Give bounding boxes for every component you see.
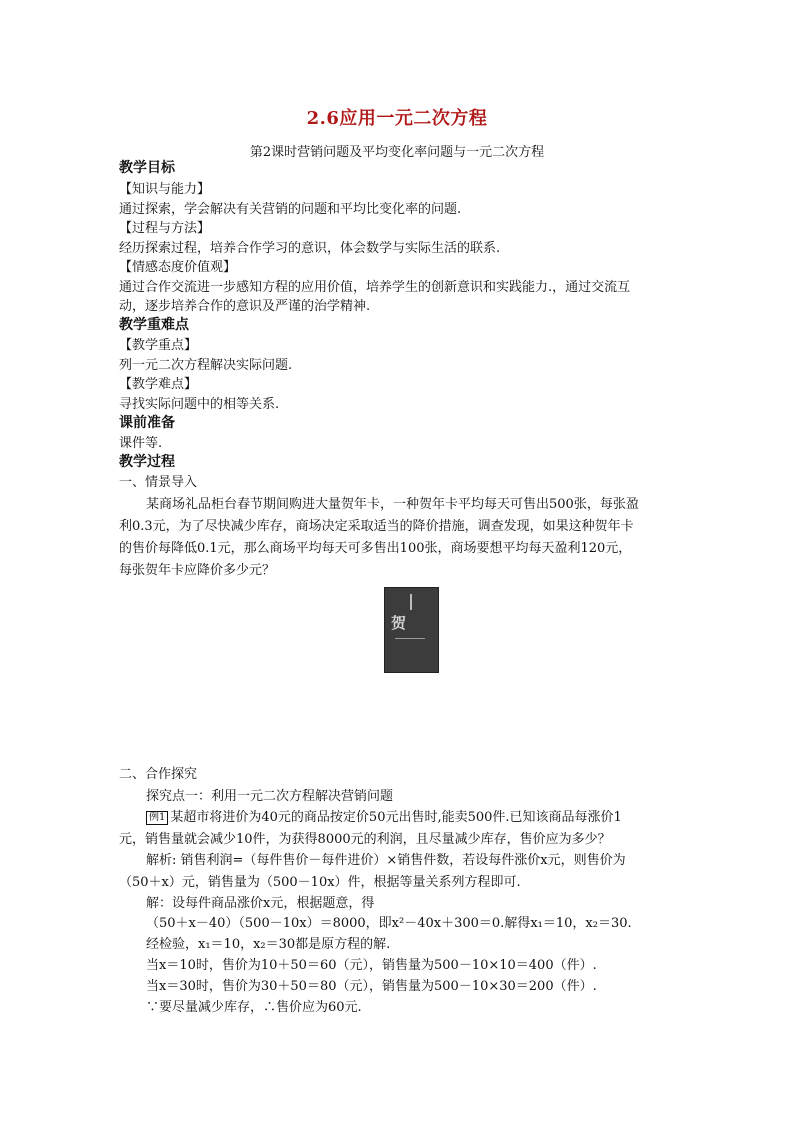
intro-paragraph-3: 的售价每降低0.1元，那么商场平均每天可多售出100张，商场要想平均每天盈利120元， <box>119 541 632 556</box>
card-ornament <box>410 594 412 610</box>
solution-line-1: 解：设每件商品涨价x元，根据题意，得 <box>146 896 375 911</box>
analysis-line-1: 解析: 销售利润=（每件售价－每件进价）×销售件数，若设每件涨价x元，则售价为 <box>146 853 626 868</box>
process-method-label: 【过程与方法】 <box>119 221 211 236</box>
process-heading: 教学过程 <box>119 454 175 470</box>
solution-line-6: ∵要尽量减少库存，∴售价应为60元. <box>146 1000 362 1015</box>
difficult-text: 寻找实际问题中的相等关系. <box>119 397 280 412</box>
attitude-text-1: 通过合作交流进一步感知方程的应用价值，培养学生的创新意识和实践能力.，通过交流互 <box>119 280 631 295</box>
knowledge-text: 通过探索，学会解决有关营销的问题和平均比变化率的问题. <box>119 202 462 217</box>
example-line-1 <box>146 808 622 827</box>
card-calligraphy: 贺 <box>391 614 407 632</box>
card-tagline <box>395 638 425 639</box>
example-text-1: 某超市将进价为40元的商品按定价50元出售时,能卖500件.已知该商品每涨价1 <box>170 810 622 825</box>
preparation-heading: 课前准备 <box>119 415 175 431</box>
explore-label: 二、合作探究 <box>119 767 198 782</box>
example-badge: 例1 <box>146 811 168 825</box>
knowledge-label: 【知识与能力】 <box>119 182 211 197</box>
attitude-label: 【情感态度价值观】 <box>119 260 237 275</box>
objectives-heading: 教学目标 <box>119 160 175 176</box>
keypoints-heading: 教学重难点 <box>119 317 189 333</box>
example-line-2: 元，销售量就会减少10件，为获得8000元的利润，且尽量减少库存，售价应为多少？ <box>119 832 611 847</box>
key-text: 列一元二次方程解决实际问题. <box>119 358 293 373</box>
solution-line-5: 当x＝30时，售价为30＋50＝80（元），销售量为500－10×30＝200（件）. <box>146 979 597 994</box>
preparation-text: 课件等. <box>119 436 163 451</box>
difficult-label: 【教学难点】 <box>119 377 198 392</box>
key-label: 【教学重点】 <box>119 338 198 353</box>
intro-paragraph-2: 利0.3元，为了尽快减少库存，商场决定采取适当的降价措施，调查发现，如果这种贺年卡 <box>119 519 634 534</box>
greeting-card-image <box>384 587 439 673</box>
analysis-line-2: （50＋x）元，销售量为（500－10x）件，根据等量关系列方程即可. <box>119 875 521 890</box>
intro-paragraph-1: 某商场礼品柜台春节期间购进大量贺年卡，一种贺年卡平均每天可售出500张，每张盈 <box>146 497 639 512</box>
intro-paragraph-4: 每张贺年卡应降价多少元？ <box>119 563 276 578</box>
explore-point-1: 探究点一：利用一元二次方程解决营销问题 <box>146 789 394 804</box>
solution-line-2: （50＋x－40）（500－10x）＝8000，即x²－40x＋300＝0.解得x₁＝10，x₂＝30. <box>146 916 632 931</box>
page-title: 2.6应用一元二次方程 <box>306 108 488 129</box>
attitude-text-2: 动，逐步培养合作的意识及严谨的治学精神. <box>119 299 371 314</box>
solution-line-4: 当x＝10时，售价为10＋50＝60（元），销售量为500－10×10＝400（件）. <box>146 958 597 973</box>
intro-label: 一、情景导入 <box>119 475 198 490</box>
solution-line-3: 经检验，x₁＝10，x₂＝30都是原方程的解. <box>146 937 391 952</box>
process-method-text: 经历探索过程，培养合作学习的意识，体会数学与实际生活的联系. <box>119 241 501 256</box>
page-subtitle: 第2课时营销问题及平均变化率问题与一元二次方程 <box>249 145 545 160</box>
